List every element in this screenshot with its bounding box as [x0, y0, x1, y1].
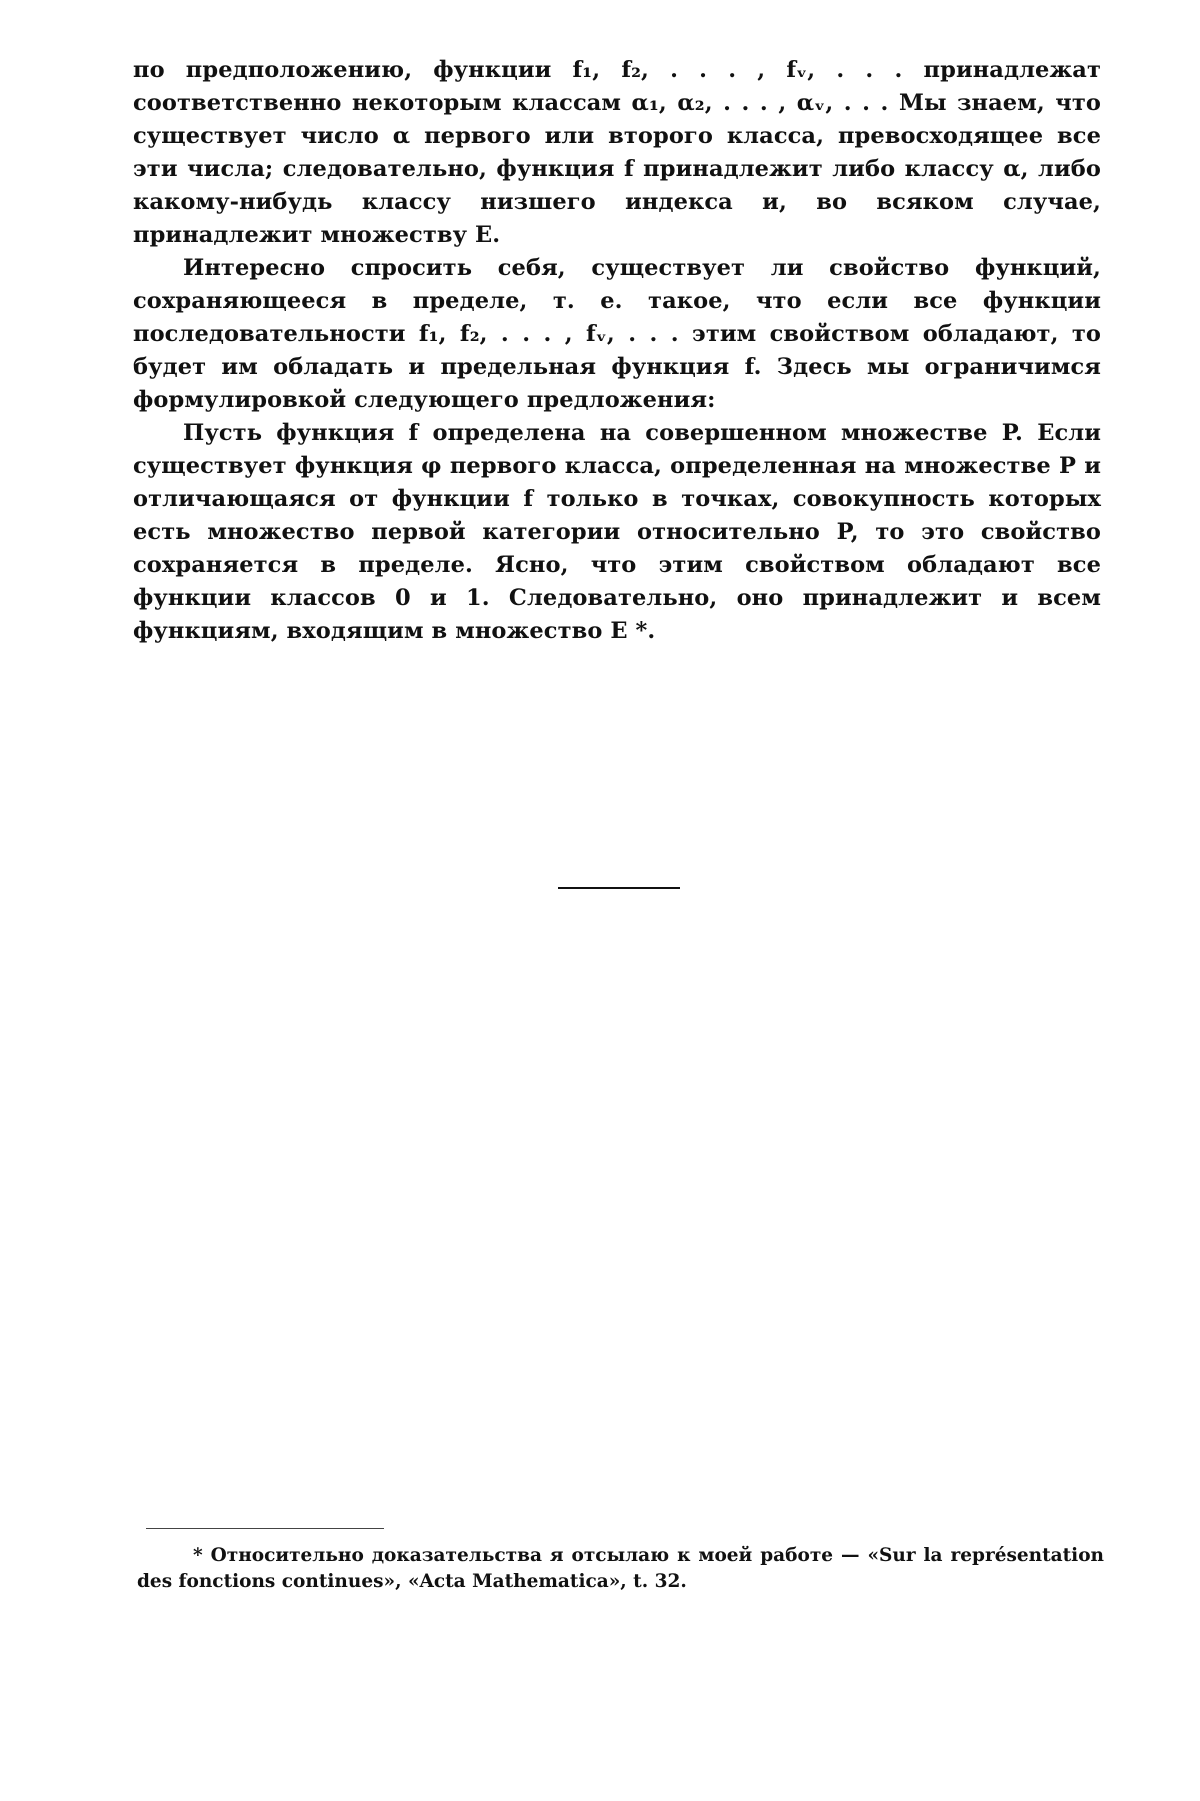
footnote: * Относительно доказательства я отсылаю к моей работе — «Sur la représentation des fonctions continues», «Acta Mathematica», t. 32.: [137, 1545, 1104, 1592]
paragraph-proposition: Пусть функция f определена на совершенном множестве P. Если существует функция φ первого класса, определенная на множестве P и отличающаяся от функции f только в точках, совокупность которых есть множество первой категории относительно P, то это свойство сохраняется в пределе. Ясно, что этим свойством обладают все функции классов 0 и 1. Следовательно, оно принадлежит и всем функциям, входящим в множество E *.: [133, 420, 1101, 644]
section-end-rule: [558, 887, 680, 889]
main-text: [133, 54, 1101, 648]
paragraph-limit-property: Интересно спросить себя, существует ли свойство функций, сохраняющееся в пределе, т. е. такое, что если все функции последовательности f₁, f₂, . . . , fᵥ, . . . этим свойством обладают, то будет им обладать и предельная функция f. Здесь мы ограничимся формулировкой следующего предложения:: [133, 255, 1101, 413]
paragraph-continuation: по предположению, функции f₁, f₂, . . . , fᵥ, . . . принадлежат соответственно некоторым классам α₁, α₂, . . . , αᵥ, . . . Мы знаем, что существует число α первого или второго класса, превосходящее все эти числа; следовательно, функция f принадлежит либо классу α, либо какому-нибудь классу низшего индекса и, во всяком случае, принадлежит множеству E.: [133, 57, 1101, 248]
footnote-separator: [146, 1528, 384, 1529]
